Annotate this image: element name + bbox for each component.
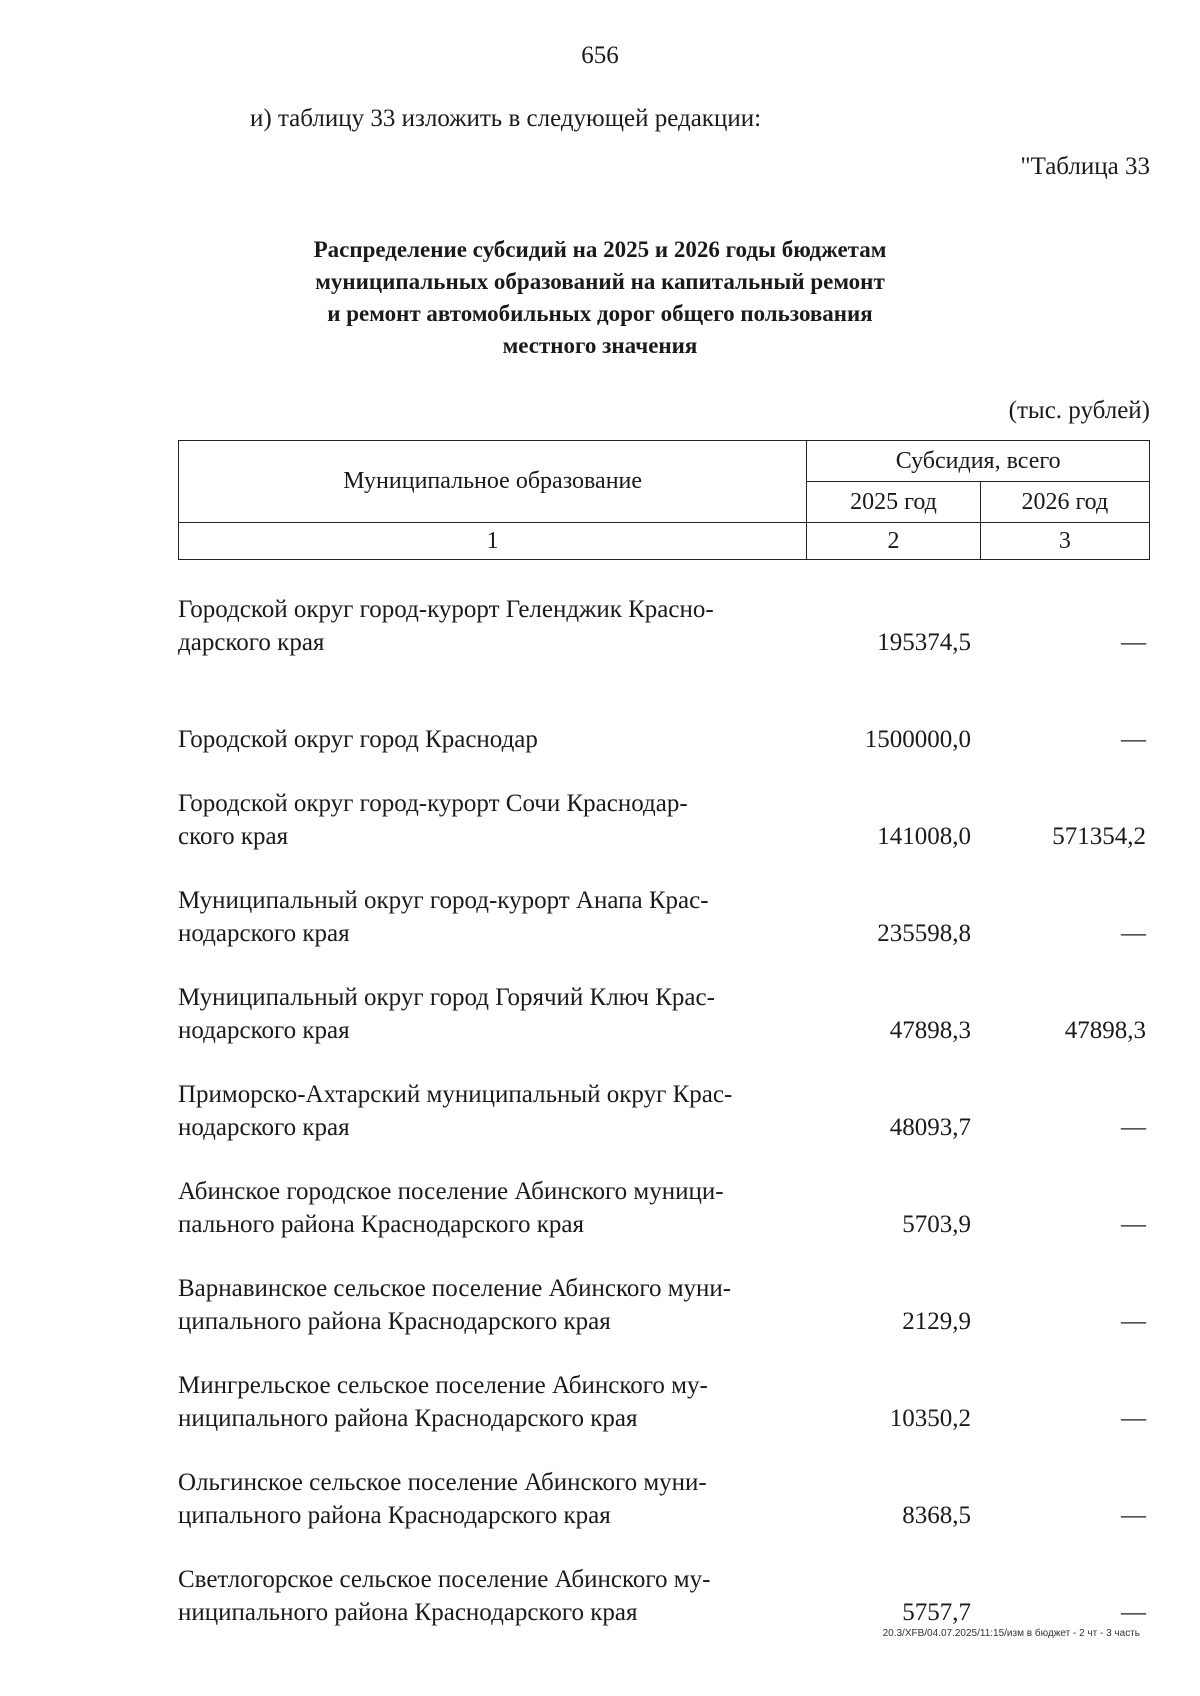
subsidy-2026-value: — [1121, 1502, 1146, 1529]
intro-line: и) таблицу 33 изложить в следующей редакции: [250, 105, 762, 132]
header-column-number-2: 2 [807, 523, 980, 560]
municipality-name: Мингрельское сельское поселение Абинского му- ниципального района Краснодарского края [178, 1372, 708, 1432]
municipality-name: Приморско-Ахтарский муниципальный округ Крас- нодарского края [178, 1081, 733, 1141]
table-row [178, 950, 1150, 1047]
subsidy-2026-value: — [1121, 726, 1146, 753]
table-row [178, 1435, 1150, 1532]
subsidy-2026-value: — [1121, 1114, 1146, 1141]
table-body [178, 562, 1150, 1629]
table-row [178, 1241, 1150, 1338]
document-title [200, 234, 1000, 362]
page-number: 656 [581, 42, 619, 69]
table-row [178, 1047, 1150, 1144]
footer-note: 20.3/XFB/04.07.2025/11:15/изм в бюджет - 2 чт - 3 часть [882, 1628, 1140, 1639]
municipality-name: Городской округ город-курорт Геленджик Красно- дарского края [178, 596, 714, 656]
title-line: и ремонт автомобильных дорог общего пользования [327, 301, 873, 326]
table-row [178, 1338, 1150, 1435]
table-row [178, 853, 1150, 950]
subsidy-2026-value: — [1121, 1308, 1146, 1335]
municipality-name: Муниципальный округ город Горячий Ключ Крас- нодарского края [178, 984, 715, 1044]
subsidy-2025-value: 141008,0 [877, 823, 971, 850]
subsidy-2025-value: 8368,5 [902, 1502, 971, 1529]
table-row [178, 1532, 1150, 1629]
municipality-name: Абинское городское поселение Абинского муници- пального района Краснодарского края [178, 1178, 724, 1238]
header-year-2026: 2026 год [980, 482, 1149, 523]
municipality-name: Светлогорское сельское поселение Абинского му- ниципального района Краснодарского края [178, 1566, 711, 1626]
subsidy-2025-value: 48093,7 [889, 1114, 971, 1141]
table-row [178, 562, 1150, 659]
subsidy-2025-value: 10350,2 [889, 1405, 971, 1432]
subsidy-2026-value: 571354,2 [1052, 823, 1146, 850]
header-subsidy-total: Субсидия, всего [807, 441, 1150, 482]
units-note: (тыс. рублей) [1008, 397, 1150, 424]
title-line: Распределение субсидий на 2025 и 2026 годы бюджетам [313, 237, 887, 262]
subsidy-2025-value: 2129,9 [902, 1308, 971, 1335]
table-header [178, 440, 1150, 560]
title-line: муниципальных образований на капитальный ремонт [315, 269, 885, 294]
subsidy-2025-value: 235598,8 [877, 920, 971, 947]
header-column-number-1: 1 [179, 523, 807, 560]
subsidy-2025-value: 1500000,0 [864, 726, 971, 753]
subsidy-2026-value: — [1121, 1599, 1146, 1626]
subsidy-2025-value: 195374,5 [877, 629, 971, 656]
municipality-name: Городской округ город Краснодар [178, 726, 538, 753]
subsidy-2026-value: — [1121, 1405, 1146, 1432]
municipality-name: Городской округ город-курорт Сочи Краснодар- ского края [178, 790, 688, 850]
header-municipality: Муниципальное образование [179, 441, 807, 523]
table-row [178, 659, 1150, 756]
subsidy-2025-value: 5703,9 [902, 1211, 971, 1238]
subsidy-2026-value: — [1121, 920, 1146, 947]
municipality-name: Варнавинское сельское поселение Абинского муни- ципального района Краснодарского края [178, 1275, 732, 1335]
subsidy-2026-value: — [1121, 629, 1146, 656]
table-caption: "Таблица 33 [1020, 153, 1150, 180]
subsidy-2025-value: 47898,3 [889, 1017, 971, 1044]
subsidy-2026-value: 47898,3 [1064, 1017, 1146, 1044]
municipality-name: Ольгинское сельское поселение Абинского муни- ципального района Краснодарского края [178, 1469, 707, 1529]
municipality-name: Муниципальный округ город-курорт Анапа Крас- нодарского края [178, 887, 709, 947]
header-column-number-3: 3 [980, 523, 1149, 560]
subsidy-2025-value: 5757,7 [902, 1599, 971, 1626]
header-year-2025: 2025 год [807, 482, 980, 523]
subsidy-2026-value: — [1121, 1211, 1146, 1238]
table-row [178, 1144, 1150, 1241]
table-row [178, 756, 1150, 853]
title-line: местного значения [502, 333, 698, 358]
